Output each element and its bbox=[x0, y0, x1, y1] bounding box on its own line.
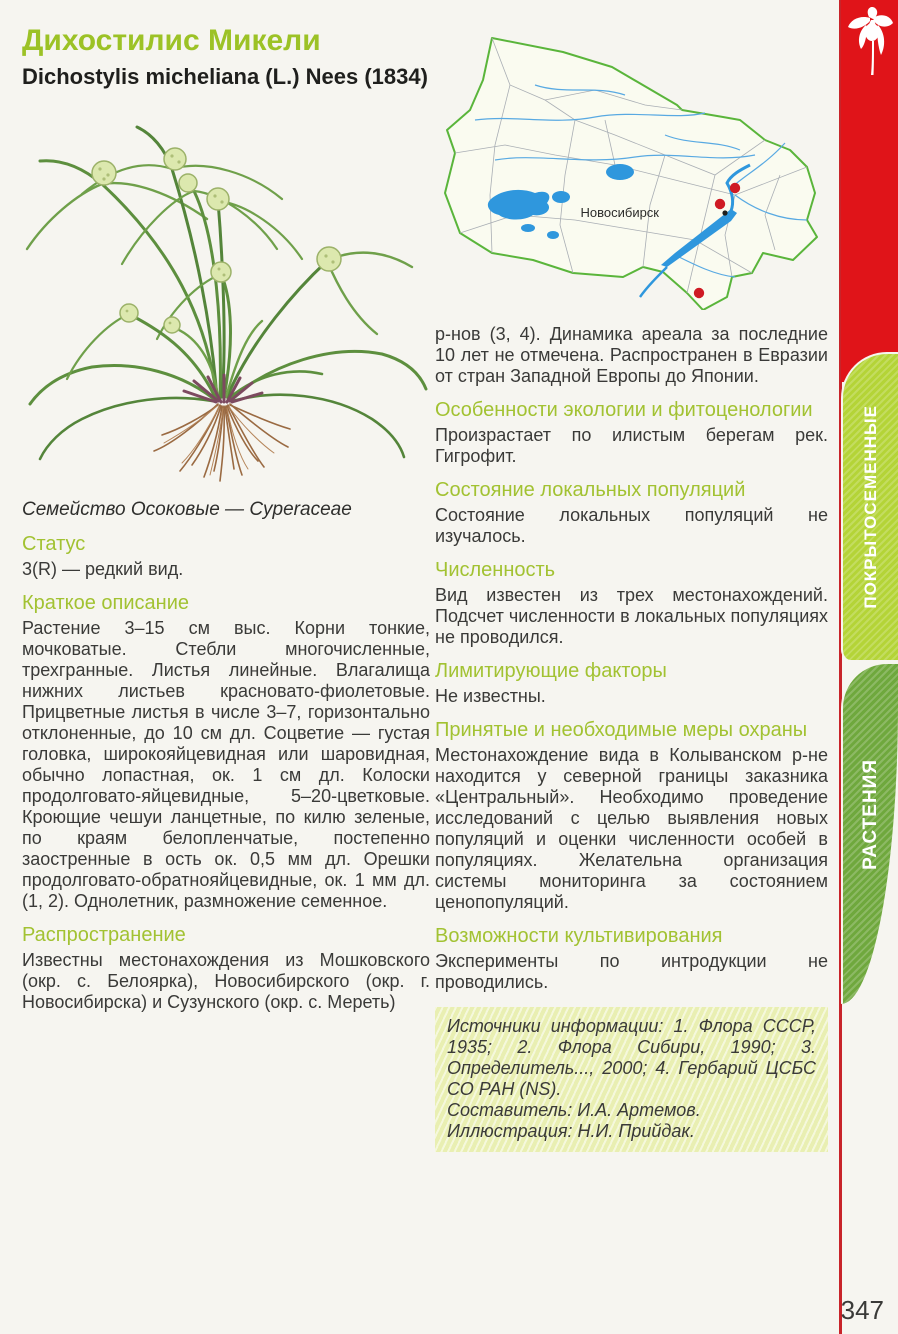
species-title-russian: Дихостилис Микели bbox=[22, 24, 321, 57]
compiler-line: Составитель: И.А. Артемов. bbox=[447, 1100, 701, 1120]
section-heading: Принятые и необходимые меры охраны bbox=[435, 719, 808, 741]
section-ecology bbox=[435, 398, 828, 467]
section-text: Произрастает по илистым берегам рек. Гигрофит. bbox=[435, 425, 828, 466]
page-number: 347 bbox=[840, 1295, 884, 1325]
plant-illustration bbox=[22, 99, 430, 487]
section-heading: Лимитирующие факторы bbox=[435, 660, 667, 682]
distribution-text: Известны местонахождения из Мошковского (окр. с. Белоярка), Новосибирского (окр. г. Новосибирска) и Сузунского (окр. с. Мереть) bbox=[22, 950, 430, 1012]
range-map bbox=[435, 25, 828, 310]
section-text: Эксперименты по интродукции не проводились. bbox=[435, 951, 828, 992]
section-heading: Численность bbox=[435, 559, 556, 581]
section-text: Вид известен из трех местонахождений. Подсчет численности в локальных популяциях не проводился. bbox=[435, 585, 828, 647]
sidebar-label-plants: РАСТЕНИЯ bbox=[859, 758, 881, 870]
flower-heads bbox=[92, 148, 341, 333]
section-cultivation bbox=[435, 924, 828, 993]
distribution-heading: Распространение bbox=[22, 924, 186, 946]
section-heading: Возможности культивирования bbox=[435, 925, 723, 947]
section-heading: Особенности экологии и фитоценологии bbox=[435, 399, 813, 421]
sidebar-label-angiosperms: ПОКРЫТОСЕМЕННЫЕ bbox=[860, 405, 880, 609]
description-heading: Краткое описание bbox=[22, 592, 189, 614]
illustrator-line: Иллюстрация: Н.И. Прийдак. bbox=[447, 1121, 695, 1141]
section-protection-measures bbox=[435, 718, 828, 913]
species-title-latin: Dichostylis micheliana (L.) Nees (1834) bbox=[22, 64, 428, 89]
section-limiting-factors bbox=[435, 659, 828, 707]
status-text: 3(R) — редкий вид. bbox=[22, 559, 184, 579]
section-abundance bbox=[435, 558, 828, 648]
sidebar-leaf-plants bbox=[841, 662, 898, 1004]
family-line: Семейство Осоковые — Cyperaceae bbox=[22, 499, 352, 520]
section-text: Не известны. bbox=[435, 686, 546, 706]
city-label: Новосибирск bbox=[580, 205, 659, 220]
right-column bbox=[435, 25, 828, 1152]
description-text: Растение 3–15 см выс. Корни тонкие, мочковатые. Стебли многочисленные, трехгранные. Листья линейные. Влагалища нижних листьев красновато-фиолетовые. Прицветные листья в числе 3–7, горизонтально отклоненные, до 10 см дл. Соцветие — густая головка, широкояйцевидная или шаровидная, обычно лопастная, ок. 1 см дл. Колоски продолговато-яйцевидные, 5–20-цветковые. Кроющие чешуи ланцетные, по килю зеленые, по краям белопленчатые, постепенно заостренные в ость ок. 0,5 мм дл. Орешки продолговато-обратнояйцевидные, ок. 1 мм дл. (1, 2). Однолетник, размножение семенное. bbox=[22, 618, 430, 911]
section-local-populations bbox=[435, 478, 828, 547]
sources-box bbox=[435, 1007, 828, 1152]
section-heading: Состояние локальных популяций bbox=[435, 479, 746, 501]
section-text: Состояние локальных популяций не изучалось. bbox=[435, 505, 828, 546]
left-column bbox=[22, 24, 430, 1013]
status-heading: Статус bbox=[22, 533, 86, 555]
orchid-icon bbox=[845, 5, 895, 77]
city-dot bbox=[722, 210, 727, 215]
sources-line: Источники информации: 1. Флора СССР, 1935; 2. Флора Сибири, 1990; 3. Определитель..., 2000; 4. Гербарий ЦСБС СО РАН (NS). bbox=[447, 1016, 816, 1099]
section-text: Местонахождение вида в Колыванском р-не находится у северной границы заказника «Центральный». Необходимо проведение исследований с целью выявления новых популяций и оценки численности особей в популяциях. Желательна организация системы мониторинга за состоянием ценопопуляций. bbox=[435, 745, 828, 912]
distribution-continued: р-нов (3, 4). Динамика ареала за последние 10 лет не отмечена. Распространен в Евразии от стран Западной Европы до Японии. bbox=[435, 324, 828, 386]
sidebar-leaf-angiosperms bbox=[841, 352, 898, 660]
